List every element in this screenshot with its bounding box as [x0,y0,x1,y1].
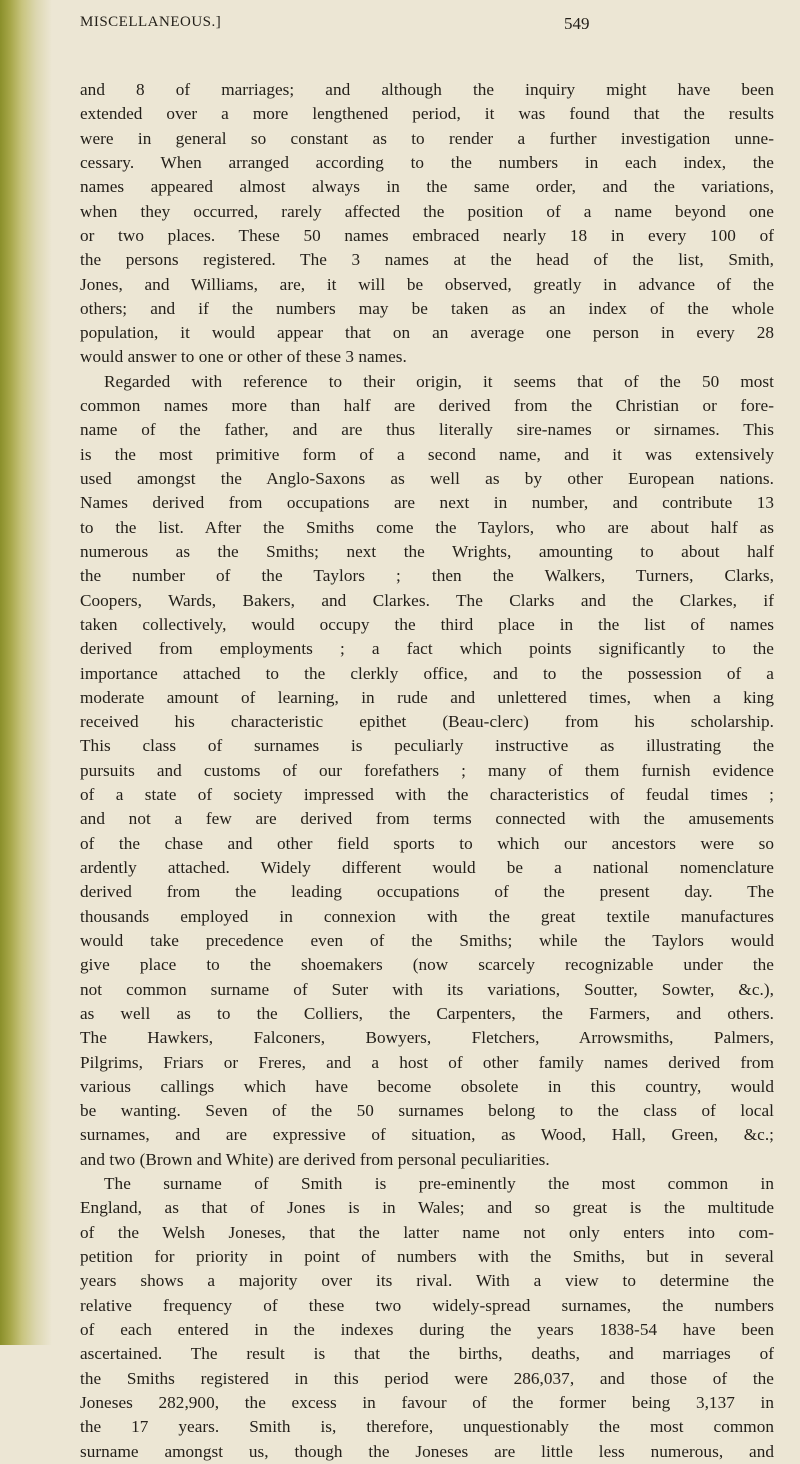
text-line: importance attached to the clerkly office, and to the possession of a [80,663,774,683]
text-line: Regarded with reference to their origin, it seems that of the 50 most [104,371,774,391]
text-line: the 17 years. Smith is, therefore, unquestionably the most common [80,1417,774,1437]
text-line: cessary. When arranged according to the numbers in each index, the [80,152,774,172]
text-line: the persons registered. The 3 names at the head of the list, Smith, [80,250,774,270]
text-line: name of the father, and are thus literally sire-names or sirnames. This [80,420,774,440]
page-binding-edge [0,0,52,1345]
text-line: used amongst the Anglo-Saxons as well as by other European nations. [80,469,774,488]
text-line: would answer to one or other of these 3 names. [80,347,407,367]
text-line: Pilgrims, Friars or Freres, and a host of other family names derived from [80,1052,774,1072]
section-title: MISCELLANEOUS.] [80,14,222,30]
text-line: years shows a majority over its rival. With a view to determine the [80,1271,774,1291]
text-line: of the chase and other field sports to which our ancestors were so [80,833,774,853]
text-line: or two places. These 50 names embraced nearly 18 in every 100 of [80,225,774,245]
text-line: ardently attached. Widely different would be a national nomenclature [80,858,774,877]
text-line: received his characteristic epithet (Beau-clerc) from his scholarship. [80,712,774,732]
book-page [52,0,800,1461]
text-line: and 8 of marriages; and although the inquiry might have been [80,80,774,99]
text-line: would take precedence even of the Smiths; while the Taylors would [80,930,774,950]
text-line: give place to the shoemakers (now scarcely recognizable under the [80,955,774,975]
body-text [80,78,774,1464]
text-line: derived from the leading occupations of the present day. The [80,882,774,902]
text-line: be wanting. Seven of the 50 surnames belong to the class of local [80,1101,774,1121]
text-line: pursuits and customs of our forefathers ; many of them furnish evidence [80,760,774,780]
page-number: 549 [564,14,590,33]
text-line: were in general so constant as to render a further investigation unne- [80,128,774,148]
text-line: thousands employed in connexion with the great textile manufactures [80,906,774,926]
text-line: numerous as the Smiths; next the Wrights, amounting to about half [80,541,774,561]
text-line: extended over a more lengthened period, it was found that the results [80,104,774,124]
text-line: the number of the Taylors ; then the Walkers, Turners, Clarks, [80,566,774,586]
text-line: The surname of Smith is pre-eminently the most common in [104,1174,774,1194]
text-line: and two (Brown and White) are derived from personal peculiarities. [80,1149,550,1169]
text-line: common names more than half are derived from the Christian or fore- [80,396,774,416]
text-line: of each entered in the indexes during the years 1838-54 have been [80,1319,774,1339]
text-line: surnames, and are expressive of situation, as Wood, Hall, Green, &c.; [80,1125,774,1145]
text-line: England, as that of Jones is in Wales; and so great is the multitude [80,1198,774,1218]
text-line: the Smiths registered in this period were 286,037, and those of the [80,1368,774,1388]
text-line: derived from employments ; a fact which points significantly to the [80,639,774,659]
text-line: is the most primitive form of a second name, and it was extensively [80,444,774,464]
text-line: and not a few are derived from terms connected with the amusements [80,809,774,829]
text-line: to the list. After the Smiths come the Taylors, who are about half as [80,517,774,537]
text-line: Jones, and Williams, are, it will be observed, greatly in advance of the [80,274,774,294]
text-line: of a state of society impressed with the characteristics of feudal times ; [80,785,774,805]
text-line: as well as to the Colliers, the Carpenters, the Farmers, and others. [80,1003,774,1023]
text-line: Coopers, Wards, Bakers, and Clarkes. The Clarks and the Clarkes, if [80,590,774,610]
text-line: various callings which have become obsolete in this country, would [80,1076,774,1096]
text-line: of the Welsh Joneses, that the latter name not only enters into com- [80,1222,774,1242]
text-line: taken collectively, would occupy the third place in the list of names [80,614,774,634]
text-line: names appeared almost always in the same order, and the variations, [80,177,774,197]
text-line: surname amongst us, though the Joneses are little less numerous, and [80,1441,774,1461]
text-line: The Hawkers, Falconers, Bowyers, Fletchers, Arrowsmiths, Palmers, [80,1028,774,1048]
running-head [80,14,770,40]
text-line: population, it would appear that on an average one person in every 28 [80,323,774,343]
text-line: ascertained. The result is that the births, deaths, and marriages of [80,1344,774,1364]
text-line: moderate amount of learning, in rude and unlettered times, when a king [80,687,774,707]
text-line: This class of surnames is peculiarly instructive as illustrating the [80,736,774,756]
text-line: relative frequency of these two widely-spread surnames, the numbers [80,1295,774,1315]
text-line: others; and if the numbers may be taken as an index of the whole [80,298,774,318]
text-line: Joneses 282,900, the excess in favour of the former being 3,137 in [80,1392,774,1412]
text-line: petition for priority in point of numbers with the Smiths, but in several [80,1247,774,1266]
text-line: when they occurred, rarely affected the position of a name beyond one [80,201,774,221]
text-line: Names derived from occupations are next in number, and contribute 13 [80,493,774,513]
text-line: not common surname of Suter with its variations, Soutter, Sowter, &c.), [80,979,774,999]
